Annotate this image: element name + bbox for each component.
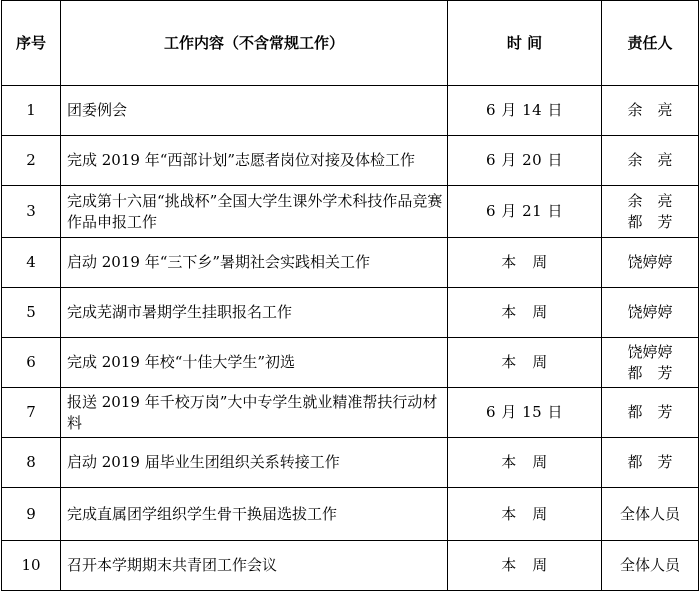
table-body: [2, 86, 699, 591]
row-owner: [602, 288, 699, 338]
row-owner: [602, 136, 699, 186]
row-time: 本 周: [448, 488, 602, 541]
owner-name: 都 芳: [627, 212, 673, 231]
row-time: 本 周: [448, 541, 602, 591]
row-time: 6 月 20 日: [448, 136, 602, 186]
table-header-row: [2, 1, 699, 86]
row-number: 5: [2, 288, 61, 338]
table-row: [2, 186, 699, 238]
table-row: [2, 338, 699, 388]
table-row: [2, 288, 699, 338]
table-row: [2, 136, 699, 186]
owner-name: 余 亮: [627, 151, 673, 169]
owner-name: 余 亮: [627, 191, 673, 210]
row-content: 完成第十六届“挑战杯”全国大学生课外学术科技作品竞赛作品申报工作: [61, 186, 448, 238]
row-owner: [602, 86, 699, 136]
owner-name: 都 芳: [627, 453, 673, 471]
row-owner: [602, 541, 699, 591]
row-time: 6 月 15 日: [448, 388, 602, 438]
row-owner: [602, 438, 699, 488]
owner-name: 饶婷婷: [627, 253, 673, 271]
row-number: 1: [2, 86, 61, 136]
row-content: 报送 2019 年千校万岗”大中专学生就业精准帮扶行动材料: [61, 388, 448, 438]
row-time: 本 周: [448, 288, 602, 338]
row-content: 完成芜湖市暑期学生挂职报名工作: [61, 288, 448, 338]
row-time: 6 月 21 日: [448, 186, 602, 238]
row-number: 9: [2, 488, 61, 541]
owner-name: 都 芳: [627, 363, 673, 382]
row-number: 2: [2, 136, 61, 186]
row-number: 6: [2, 338, 61, 388]
row-number: 3: [2, 186, 61, 238]
owner-name: 全体人员: [619, 504, 680, 523]
row-number: 8: [2, 438, 61, 488]
header-time: 时 间: [448, 1, 602, 86]
header-no: 序号: [2, 1, 61, 86]
row-time: 本 周: [448, 338, 602, 388]
owner-name: 余 亮: [627, 101, 673, 119]
row-content: 召开本学期期末共青团工作会议: [61, 541, 448, 591]
owner-name: 都 芳: [627, 403, 673, 421]
header-owner: 责任人: [602, 1, 699, 86]
table-row: [2, 541, 699, 591]
row-time: 本 周: [448, 438, 602, 488]
owner-name: 全体人员: [619, 556, 680, 574]
row-owner: [602, 238, 699, 288]
row-content: 启动 2019 年“三下乡”暑期社会实践相关工作: [61, 238, 448, 288]
table-row: [2, 238, 699, 288]
row-owner: [602, 186, 699, 238]
row-number: 4: [2, 238, 61, 288]
row-content: 团委例会: [61, 86, 448, 136]
owner-name: 饶婷婷: [627, 342, 673, 361]
row-number: 10: [2, 541, 61, 591]
row-owner: [602, 388, 699, 438]
row-owner: [602, 338, 699, 388]
row-time: 本 周: [448, 238, 602, 288]
row-owner: [602, 488, 699, 541]
table-row: [2, 388, 699, 438]
owner-name: 饶婷婷: [627, 303, 673, 321]
row-content: 完成直属团学组织学生骨干换届选拔工作: [61, 488, 448, 541]
work-schedule-table: [1, 0, 699, 591]
row-content: 完成 2019 年校“十佳大学生”初选: [61, 338, 448, 388]
table-row: [2, 438, 699, 488]
row-number: 7: [2, 388, 61, 438]
row-content: 启动 2019 届毕业生团组织关系转接工作: [61, 438, 448, 488]
row-time: 6 月 14 日: [448, 86, 602, 136]
header-content: 工作内容（不含常规工作）: [61, 1, 448, 86]
row-content: 完成 2019 年“西部计划”志愿者岗位对接及体检工作: [61, 136, 448, 186]
table-row: [2, 86, 699, 136]
table-row: [2, 488, 699, 541]
